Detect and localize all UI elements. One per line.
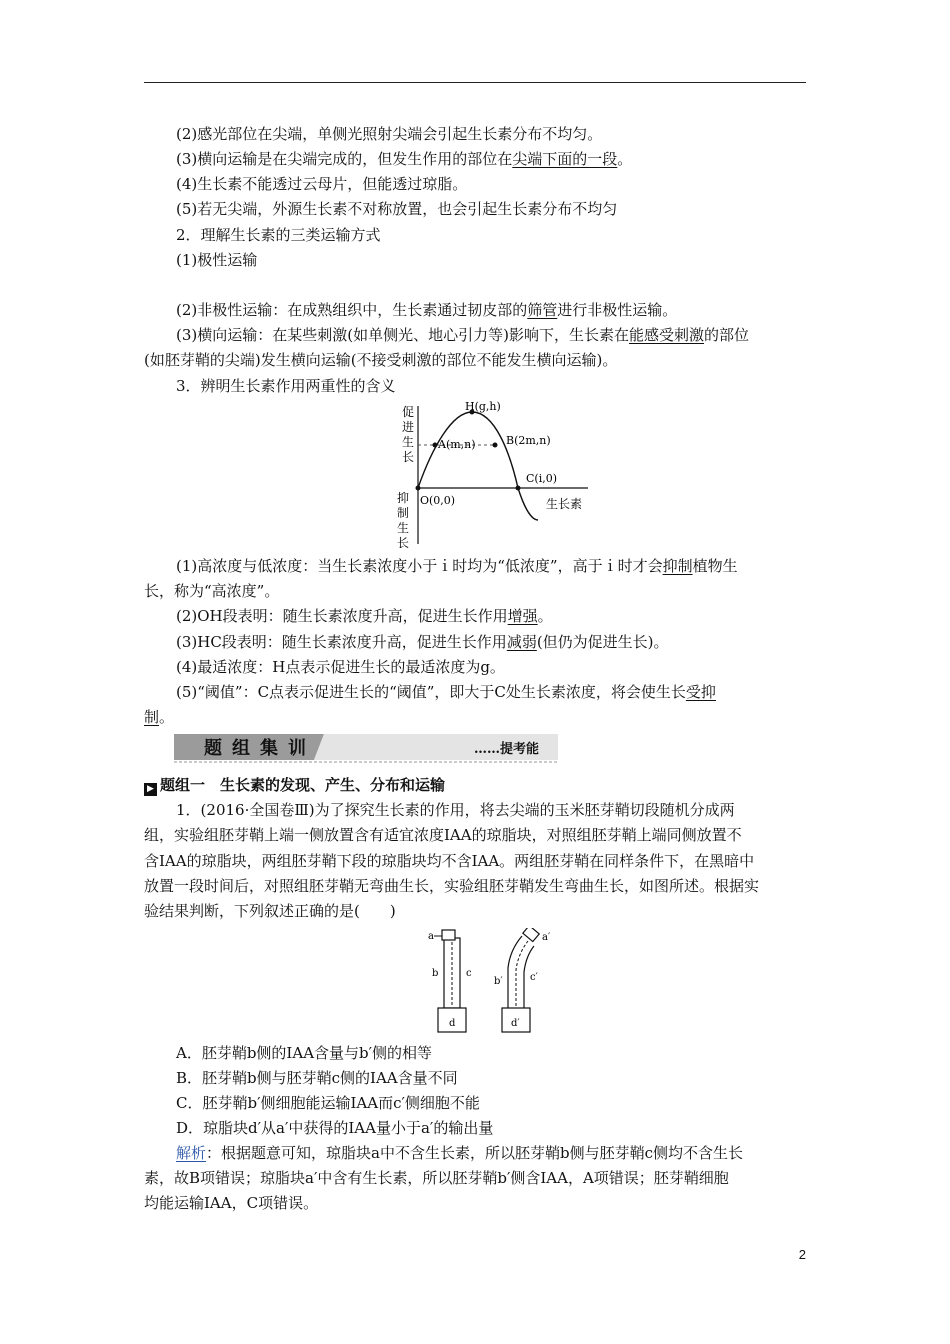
text-line: 长，称为“高浓度”。 <box>144 582 280 600</box>
label-O: O(0,0) <box>420 494 456 507</box>
group-title: ▶ 题组一 生长素的发现、产生、分布和运输 <box>144 775 806 796</box>
point-A <box>433 443 438 448</box>
svg-text:c′: c′ <box>530 972 538 983</box>
option-b: B．胚芽鞘b侧与胚芽鞘c侧的IAA含量不同 <box>176 1069 458 1087</box>
text-line: (2)非极性运输：在成熟组织中，生长素通过韧皮部的筛管进行非极性运输。 <box>176 301 678 319</box>
underlined-answer: 尖端下面的一段 <box>512 150 618 168</box>
section-heading: 2．理解生长素的三类运输方式 <box>176 226 381 244</box>
underlined-answer: 增强 <box>507 607 538 625</box>
text-line: (4)生长素不能透过云母片，但能透过琼脂。 <box>176 175 468 193</box>
text-line: (5)“阈值”：C点表示促进生长的“阈值”，即大于C处生长素浓度，将会使生长受抑 <box>176 683 716 701</box>
text-line: (2)感光部位在尖端，单侧光照射尖端会引起生长素分布不均匀。 <box>176 125 603 143</box>
x-axis-label: 生长素 <box>546 497 583 511</box>
svg-text:a: a <box>428 931 434 942</box>
underlined-answer: 制 <box>144 708 160 726</box>
y-down-label-char: 长 <box>397 536 410 548</box>
label-B: B(2m,n) <box>506 434 551 447</box>
text-line: 放置一段时间后，对照组胚芽鞘无弯曲生长，实验组胚芽鞘发生弯曲生长，如图所述。根据实 <box>144 877 760 895</box>
text-line: 制。 <box>144 708 175 726</box>
banner-title: 题组集训 <box>204 738 316 759</box>
svg-text:c: c <box>466 968 472 979</box>
y-down-label-char: 制 <box>397 506 410 520</box>
text-line: 组，实验组胚芽鞘上端一侧放置含有适宜浓度IAA的琼脂块，对照组胚芽鞘上端同侧放置不 <box>144 826 742 844</box>
option-a: A．胚芽鞘b侧的IAA含量与b′侧的相等 <box>176 1044 433 1062</box>
svg-text:b: b <box>432 968 439 979</box>
underlined-answer: 能感受刺激 <box>628 326 704 344</box>
page-number: 2 <box>798 1247 806 1262</box>
control-coleoptile <box>428 930 472 1032</box>
experiment-coleoptile <box>494 928 551 1032</box>
text-line: (3)横向运输：在某些刺激(如单侧光、地心引力等)影响下，生长素在能感受刺激的部位 <box>176 326 749 344</box>
text-line: (4)最适浓度：H点表示促进生长的最适浓度为g。 <box>176 658 505 676</box>
auxin-curve-chart <box>380 398 600 548</box>
text-line: (3)横向运输是在尖端完成的，但发生作用的部位在尖端下面的一段。 <box>176 150 633 168</box>
text-line: (5)若无尖端，外源生长素不对称放置，也会引起生长素分布不均匀 <box>176 200 618 218</box>
text-line: (1)极性运输 <box>176 251 258 269</box>
svg-text:d: d <box>449 1018 456 1029</box>
underlined-answer: 受抑 <box>685 683 716 701</box>
point-B <box>493 443 498 448</box>
svg-text:a′: a′ <box>542 932 551 943</box>
text-line: (2)OH段表明：随生长素浓度升高，促进生长作用增强。 <box>176 607 553 625</box>
agar-block-a-prime <box>523 928 539 942</box>
agar-block-a <box>442 930 455 940</box>
section-banner <box>174 734 558 768</box>
y-up-label-char: 进 <box>402 420 415 434</box>
analysis-line: 素，故B项错误；琼脂块a′中含有生长素，所以胚芽鞘b′侧含IAA，A项错误；胚芽鞘细胞 <box>144 1169 729 1187</box>
underlined-answer: 减弱 <box>506 633 537 651</box>
underlined-answer: 抑制 <box>662 557 693 575</box>
y-up-label-char: 长 <box>402 450 415 464</box>
analysis-keyword: 解析 <box>176 1144 207 1162</box>
analysis-line: 解析：根据题意可知，琼脂块a中不含生长素，所以胚芽鞘b侧与胚芽鞘c侧均不含生长 <box>176 1144 743 1162</box>
text-line: (3)HC段表明：随生长素浓度升高，促进生长作用减弱(但仍为促进生长)。 <box>176 633 669 651</box>
underlined-answer: 筛管 <box>527 301 558 319</box>
option-c: C．胚芽鞘b′侧细胞能运输IAA而c′侧细胞不能 <box>176 1094 480 1112</box>
svg-text:b′: b′ <box>494 976 503 987</box>
y-down-label-char: 生 <box>397 521 410 535</box>
text-line: (1)高浓度与低浓度：当生长素浓度小于ｉ时均为“低浓度”，高于ｉ时才会抑制植物生 <box>176 557 738 575</box>
label-H: H(g,h) <box>465 400 501 413</box>
label-A: A(m,n) <box>438 438 476 451</box>
text-line: 验结果判断，下列叙述正确的是( ) <box>144 902 396 920</box>
section-heading: 3．辨明生长素作用两重性的含义 <box>176 377 396 395</box>
text-line: 1．(2016·全国卷Ⅲ)为了探究生长素的作用，将去尖端的玉米胚芽鞘切段随机分成两 <box>176 801 735 819</box>
option-d: D．琼脂块d′从a′中获得的IAA量小于a′的输出量 <box>176 1119 494 1137</box>
y-down-label-char: 抑 <box>397 491 410 505</box>
header-rule <box>144 82 806 83</box>
point-C <box>516 486 521 491</box>
text-line: 含IAA的琼脂块，两组胚芽鞘下段的琼脂块均不含IAA。两组胚芽鞘在同样条件下，在黑暗中 <box>144 852 755 870</box>
svg-text:d′: d′ <box>511 1018 520 1029</box>
point-O <box>416 486 421 491</box>
analysis-line: 均能运输IAA，C项错误。 <box>144 1194 319 1212</box>
label-C: C(i,0) <box>526 472 558 485</box>
coleoptile-figure <box>420 928 580 1038</box>
y-up-label-char: 生 <box>402 435 415 449</box>
text-line: (如胚芽鞘的尖端)发生横向运输(不接受刺激的部位不能发生横向运输)。 <box>144 351 618 369</box>
y-up-label-char: 促 <box>402 405 415 419</box>
play-icon: ▶ <box>144 783 157 796</box>
banner-right-text: ……提考能 <box>474 742 540 757</box>
